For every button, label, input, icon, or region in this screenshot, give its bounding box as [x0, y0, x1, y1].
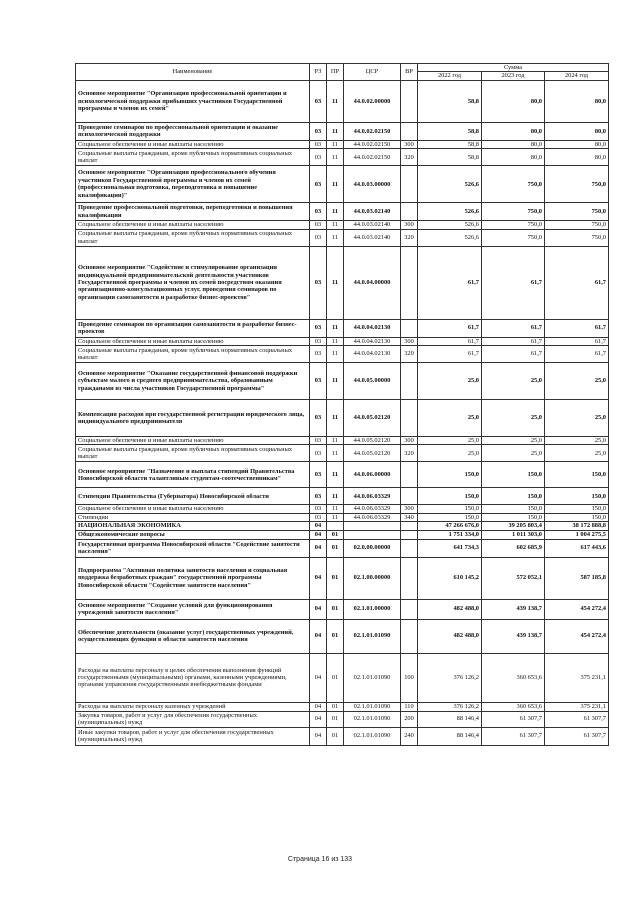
budget-table [75, 63, 609, 746]
col-header-year-2024: 2024 год [545, 72, 609, 80]
row-csr-cell: 02.1.01.01090 [344, 727, 401, 745]
table-row [76, 246, 609, 319]
row-2024-cell: 25,0 [545, 400, 609, 437]
row-name-cell: Основное мероприятие "Назначение и выплата стипендий Правительства Новосибирской области талантливым студентам-соотечественникам" [76, 462, 310, 488]
row-rz-cell: 03 [310, 122, 327, 140]
row-csr-cell: 44.0.05.02120 [344, 400, 401, 437]
row-2022-cell: 482 488,0 [418, 599, 482, 619]
table-row [76, 539, 609, 557]
row-2024-cell: 25,0 [545, 363, 609, 400]
row-2024-cell: 80,0 [545, 80, 609, 122]
row-rz-cell: 03 [310, 229, 327, 246]
row-name-cell: Закупка товаров, работ и услуг для обеспечения государственных (муниципальных) нужд [76, 711, 310, 727]
table-row [76, 319, 609, 337]
row-vr-cell: 240 [401, 727, 418, 745]
row-2022-cell: 1 751 334,0 [418, 530, 482, 539]
col-header-pr: ПР [327, 64, 344, 81]
row-csr-cell: 44.0.04.02130 [344, 346, 401, 363]
row-pr-cell: 01 [327, 702, 344, 711]
row-name-cell: Основное мероприятие "Оказание государственной финансовой поддержки субъектам малого и среднего предпринимательства, образованным гражданами из числа участников Государственной программы" [76, 363, 310, 400]
table-row [76, 653, 609, 702]
row-name-cell: Подпрограмма "Активная политика занятости населения и социальная поддержка безработных граждан" государственной программы Новосибирской области "Содействие занятости населения" [76, 557, 310, 599]
row-2024-cell: 38 172 888,8 [545, 522, 609, 530]
row-2024-cell: 61,7 [545, 319, 609, 337]
row-name-cell: Расходы на выплаты персоналу в целях обеспечения выполнения функций государственными (муниципальными) органами, казенными учреждениями, органами управления государственными внебюджетными фондами [76, 653, 310, 702]
row-vr-cell: 300 [401, 221, 418, 229]
row-pr-cell: 01 [327, 557, 344, 599]
row-vr-cell [401, 522, 418, 530]
row-2024-cell: 375 231,1 [545, 702, 609, 711]
row-vr-cell [401, 166, 418, 203]
row-2023-cell: 360 653,6 [482, 702, 545, 711]
row-2024-cell: 150,0 [545, 513, 609, 521]
row-rz-cell: 04 [310, 702, 327, 711]
row-vr-cell [401, 80, 418, 122]
row-2023-cell: 80,0 [482, 80, 545, 122]
row-2024-cell: 25,0 [545, 445, 609, 462]
row-csr-cell: 44.0.04.02130 [344, 337, 401, 345]
row-2023-cell: 25,0 [482, 437, 545, 445]
row-2023-cell: 750,0 [482, 221, 545, 229]
row-pr-cell: 01 [327, 599, 344, 619]
row-rz-cell: 03 [310, 400, 327, 437]
row-csr-cell: 44.0.03.02140 [344, 229, 401, 246]
row-rz-cell: 03 [310, 140, 327, 148]
row-2023-cell: 750,0 [482, 229, 545, 246]
row-vr-cell [401, 530, 418, 539]
row-2024-cell: 150,0 [545, 462, 609, 488]
table-row [76, 513, 609, 521]
row-vr-cell [401, 599, 418, 619]
row-pr-cell: 11 [327, 122, 344, 140]
row-csr-cell: 02.1.00.00000 [344, 557, 401, 599]
row-2022-cell: 47 266 676,0 [418, 522, 482, 530]
row-2023-cell: 25,0 [482, 445, 545, 462]
row-name-cell: Социальные выплаты гражданам, кроме публичных нормативных социальных выплат [76, 445, 310, 462]
row-2022-cell: 150,0 [418, 513, 482, 521]
row-vr-cell [401, 203, 418, 221]
row-2023-cell: 80,0 [482, 149, 545, 166]
row-2023-cell: 25,0 [482, 363, 545, 400]
row-2022-cell: 58,8 [418, 149, 482, 166]
row-2024-cell: 750,0 [545, 229, 609, 246]
row-2024-cell: 1 004 275,5 [545, 530, 609, 539]
row-2023-cell: 25,0 [482, 400, 545, 437]
row-pr-cell: 11 [327, 445, 344, 462]
row-pr-cell: 01 [327, 530, 344, 539]
row-rz-cell: 03 [310, 363, 327, 400]
row-pr-cell: 11 [327, 149, 344, 166]
row-2023-cell: 602 685,9 [482, 539, 545, 557]
col-header-name: Наименование [76, 64, 310, 81]
table-row [76, 140, 609, 148]
table-row [76, 462, 609, 488]
row-name-cell: Проведение профессиональной подготовки, переподготовки и повышения квалификации [76, 203, 310, 221]
row-pr-cell: 11 [327, 400, 344, 437]
row-pr-cell: 01 [327, 653, 344, 702]
col-header-year-2022: 2022 год [418, 72, 482, 80]
row-2022-cell: 88 146,4 [418, 711, 482, 727]
row-vr-cell [401, 488, 418, 505]
row-2023-cell: 439 138,7 [482, 619, 545, 653]
row-csr-cell [344, 522, 401, 530]
row-rz-cell: 03 [310, 462, 327, 488]
table-row [76, 346, 609, 363]
row-pr-cell: 11 [327, 229, 344, 246]
row-2024-cell: 750,0 [545, 166, 609, 203]
row-pr-cell: 11 [327, 363, 344, 400]
row-rz-cell: 03 [310, 149, 327, 166]
row-2023-cell: 439 138,7 [482, 599, 545, 619]
row-name-cell: Стипендии [76, 513, 310, 521]
table-row [76, 229, 609, 246]
row-vr-cell [401, 363, 418, 400]
row-vr-cell: 320 [401, 346, 418, 363]
row-2024-cell: 454 272,4 [545, 599, 609, 619]
row-name-cell: Основное мероприятие "Организация профессионального обучения участников Государственной программы и членов их семей (профессиональная подготовка, переподготовка и повышение квалификации)" [76, 166, 310, 203]
row-2022-cell: 25,0 [418, 363, 482, 400]
row-name-cell: Обеспечение деятельности (оказание услуг) государственных учреждений, осуществляющих функции в области занятости населения [76, 619, 310, 653]
row-csr-cell: 44.0.05.02120 [344, 445, 401, 462]
row-name-cell: Стипендии Правительства (Губернатора) Новосибирской области [76, 488, 310, 505]
row-csr-cell: 02.1.01.01090 [344, 619, 401, 653]
row-name-cell: Социальное обеспечение и иные выплаты населению [76, 140, 310, 148]
row-pr-cell: 11 [327, 337, 344, 345]
row-rz-cell: 03 [310, 319, 327, 337]
row-2024-cell: 80,0 [545, 140, 609, 148]
row-csr-cell: 44.0.06.03329 [344, 513, 401, 521]
table-row [76, 80, 609, 122]
table-row [76, 599, 609, 619]
table-row [76, 488, 609, 505]
row-name-cell: Проведение семинаров по профессиональной ориентации и оказание психологической поддержки [76, 122, 310, 140]
row-2024-cell: 150,0 [545, 488, 609, 505]
row-2024-cell: 150,0 [545, 505, 609, 513]
row-csr-cell: 44.0.02.02150 [344, 140, 401, 148]
row-2022-cell: 25,0 [418, 437, 482, 445]
row-2023-cell: 750,0 [482, 166, 545, 203]
row-2023-cell: 572 052,1 [482, 557, 545, 599]
row-2024-cell: 25,0 [545, 437, 609, 445]
row-pr-cell: 11 [327, 437, 344, 445]
row-csr-cell: 44.0.04.02130 [344, 319, 401, 337]
col-header-vr: ВР [401, 64, 418, 81]
row-vr-cell: 320 [401, 445, 418, 462]
table-row [76, 530, 609, 539]
row-2024-cell: 61,7 [545, 246, 609, 319]
row-2023-cell: 150,0 [482, 488, 545, 505]
row-csr-cell: 44.0.03.00000 [344, 166, 401, 203]
row-pr-cell: 11 [327, 166, 344, 203]
row-2024-cell: 61,7 [545, 337, 609, 345]
row-vr-cell: 340 [401, 513, 418, 521]
row-csr-cell: 44.0.02.00000 [344, 80, 401, 122]
row-rz-cell: 03 [310, 513, 327, 521]
row-rz-cell: 03 [310, 445, 327, 462]
table-row [76, 363, 609, 400]
table-row [76, 711, 609, 727]
table-row [76, 445, 609, 462]
row-name-cell: Социальные выплаты гражданам, кроме публичных нормативных социальных выплат [76, 149, 310, 166]
row-2022-cell: 376 126,2 [418, 702, 482, 711]
row-2023-cell: 80,0 [482, 140, 545, 148]
row-pr-cell: 11 [327, 319, 344, 337]
table-row [76, 727, 609, 745]
row-name-cell: Социальное обеспечение и иные выплаты населению [76, 337, 310, 345]
row-2024-cell: 375 231,1 [545, 653, 609, 702]
row-csr-cell: 44.0.06.00000 [344, 462, 401, 488]
row-2022-cell: 150,0 [418, 488, 482, 505]
row-vr-cell [401, 246, 418, 319]
row-rz-cell: 03 [310, 488, 327, 505]
row-csr-cell: 02.1.01.01090 [344, 702, 401, 711]
row-2023-cell: 80,0 [482, 122, 545, 140]
row-pr-cell: 11 [327, 462, 344, 488]
row-rz-cell: 04 [310, 539, 327, 557]
row-rz-cell: 04 [310, 557, 327, 599]
row-csr-cell: 02.1.01.01090 [344, 653, 401, 702]
row-2024-cell: 587 185,8 [545, 557, 609, 599]
row-csr-cell: 44.0.02.02150 [344, 149, 401, 166]
row-vr-cell: 300 [401, 337, 418, 345]
row-2022-cell: 88 146,4 [418, 727, 482, 745]
table-row [76, 702, 609, 711]
table-row [76, 122, 609, 140]
row-rz-cell: 04 [310, 599, 327, 619]
row-name-cell: Социальные выплаты гражданам, кроме публичных нормативных социальных выплат [76, 346, 310, 363]
row-2022-cell: 58,8 [418, 140, 482, 148]
row-csr-cell: 44.0.05.02120 [344, 437, 401, 445]
row-rz-cell: 03 [310, 346, 327, 363]
row-vr-cell [401, 462, 418, 488]
table-body [76, 80, 609, 745]
table-row [76, 149, 609, 166]
row-name-cell: Социальное обеспечение и иные выплаты населению [76, 221, 310, 229]
row-2022-cell: 482 488,0 [418, 619, 482, 653]
row-name-cell: Государственная программа Новосибирской области "Содействие занятости населения" [76, 539, 310, 557]
row-2023-cell: 39 205 803,4 [482, 522, 545, 530]
row-2022-cell: 376 126,2 [418, 653, 482, 702]
row-pr-cell [327, 522, 344, 530]
row-rz-cell: 03 [310, 505, 327, 513]
row-2022-cell: 641 734,3 [418, 539, 482, 557]
row-csr-cell: 44.0.06.03329 [344, 505, 401, 513]
row-2023-cell: 61,7 [482, 319, 545, 337]
row-rz-cell: 03 [310, 221, 327, 229]
row-vr-cell [401, 400, 418, 437]
row-2022-cell: 25,0 [418, 445, 482, 462]
row-pr-cell: 11 [327, 221, 344, 229]
row-vr-cell [401, 557, 418, 599]
row-name-cell: Основное мероприятие "Создание условий для функционирования учреждений занятости населения" [76, 599, 310, 619]
col-header-rz: РЗ [310, 64, 327, 81]
row-vr-cell: 320 [401, 229, 418, 246]
row-pr-cell: 01 [327, 711, 344, 727]
row-csr-cell: 44.0.05.00000 [344, 363, 401, 400]
row-name-cell: Социальное обеспечение и иные выплаты населению [76, 437, 310, 445]
row-rz-cell: 03 [310, 437, 327, 445]
row-2022-cell: 150,0 [418, 462, 482, 488]
table-row [76, 505, 609, 513]
row-2024-cell: 80,0 [545, 122, 609, 140]
row-name-cell: НАЦИОНАЛЬНАЯ ЭКОНОМИКА [76, 522, 310, 530]
row-csr-cell: 44.0.06.03329 [344, 488, 401, 505]
row-name-cell: Общеэкономические вопросы [76, 530, 310, 539]
row-vr-cell: 100 [401, 653, 418, 702]
row-vr-cell [401, 319, 418, 337]
budget-table-sheet [75, 63, 608, 746]
col-header-year-2023: 2023 год [482, 72, 545, 80]
row-pr-cell: 11 [327, 246, 344, 319]
row-2022-cell: 61,7 [418, 319, 482, 337]
row-2023-cell: 360 653,6 [482, 653, 545, 702]
row-2023-cell: 750,0 [482, 203, 545, 221]
row-pr-cell: 01 [327, 539, 344, 557]
row-2024-cell: 61,7 [545, 346, 609, 363]
row-vr-cell: 110 [401, 702, 418, 711]
row-2024-cell: 750,0 [545, 221, 609, 229]
row-vr-cell: 300 [401, 437, 418, 445]
row-2022-cell: 610 145,2 [418, 557, 482, 599]
row-2022-cell: 526,6 [418, 203, 482, 221]
row-name-cell: Основное мероприятие "Организация профессиональной ориентации и психологической поддержки прибывших участников Государственной программы и членов их семей" [76, 80, 310, 122]
row-rz-cell: 03 [310, 337, 327, 345]
table-row [76, 203, 609, 221]
row-2023-cell: 61,7 [482, 346, 545, 363]
row-2023-cell: 150,0 [482, 513, 545, 521]
row-vr-cell [401, 539, 418, 557]
row-2024-cell: 454 272,4 [545, 619, 609, 653]
row-pr-cell: 11 [327, 513, 344, 521]
row-2022-cell: 61,7 [418, 346, 482, 363]
table-row [76, 337, 609, 345]
row-name-cell: Компенсация расходов при государственной регистрации юридического лица, индивидуального предпринимателя [76, 400, 310, 437]
row-vr-cell [401, 619, 418, 653]
row-rz-cell: 03 [310, 80, 327, 122]
row-2022-cell: 526,6 [418, 229, 482, 246]
row-csr-cell: 02.1.01.01090 [344, 711, 401, 727]
row-rz-cell: 04 [310, 619, 327, 653]
row-2022-cell: 61,7 [418, 246, 482, 319]
row-2022-cell: 61,7 [418, 337, 482, 345]
table-row [76, 221, 609, 229]
row-csr-cell: 44.0.03.02140 [344, 203, 401, 221]
table-row [76, 437, 609, 445]
row-pr-cell: 01 [327, 727, 344, 745]
row-rz-cell: 04 [310, 653, 327, 702]
row-pr-cell: 11 [327, 140, 344, 148]
table-row [76, 619, 609, 653]
row-2023-cell: 150,0 [482, 505, 545, 513]
row-2023-cell: 1 011 303,0 [482, 530, 545, 539]
row-rz-cell: 03 [310, 203, 327, 221]
table-row [76, 166, 609, 203]
table-row [76, 557, 609, 599]
row-vr-cell: 300 [401, 505, 418, 513]
row-name-cell: Проведение семинаров по организации самозанятости и разработке бизнес-проектов [76, 319, 310, 337]
row-name-cell: Иные закупки товаров, работ и услуг для обеспечения государственных (муниципальных) нужд [76, 727, 310, 745]
row-2024-cell: 61 307,7 [545, 711, 609, 727]
row-2024-cell: 750,0 [545, 203, 609, 221]
row-2023-cell: 150,0 [482, 462, 545, 488]
row-rz-cell: 04 [310, 530, 327, 539]
row-2024-cell: 61 307,7 [545, 727, 609, 745]
row-rz-cell: 03 [310, 246, 327, 319]
row-pr-cell: 11 [327, 505, 344, 513]
col-header-sum: Сумма [418, 64, 609, 72]
row-pr-cell: 11 [327, 80, 344, 122]
row-csr-cell: 02.0.00.00000 [344, 539, 401, 557]
row-rz-cell: 04 [310, 711, 327, 727]
row-csr-cell: 44.0.02.02150 [344, 122, 401, 140]
row-pr-cell: 11 [327, 346, 344, 363]
row-vr-cell: 200 [401, 711, 418, 727]
row-2022-cell: 25,0 [418, 400, 482, 437]
row-name-cell: Расходы на выплаты персоналу казенных учреждений [76, 702, 310, 711]
row-2022-cell: 58,8 [418, 80, 482, 122]
row-rz-cell: 04 [310, 727, 327, 745]
page-number: Страница 16 из 133 [287, 856, 353, 863]
row-pr-cell: 11 [327, 203, 344, 221]
row-2022-cell: 526,6 [418, 166, 482, 203]
row-rz-cell: 03 [310, 166, 327, 203]
row-2023-cell: 61 307,7 [482, 727, 545, 745]
row-vr-cell: 320 [401, 149, 418, 166]
row-vr-cell: 300 [401, 140, 418, 148]
row-name-cell: Социальные выплаты гражданам, кроме публичных нормативных социальных выплат [76, 229, 310, 246]
row-2022-cell: 526,6 [418, 221, 482, 229]
row-2023-cell: 61,7 [482, 246, 545, 319]
row-2024-cell: 80,0 [545, 149, 609, 166]
row-csr-cell: 44.0.03.02140 [344, 221, 401, 229]
table-row [76, 400, 609, 437]
row-2023-cell: 61,7 [482, 337, 545, 345]
row-rz-cell: 04 [310, 522, 327, 530]
row-name-cell: Социальное обеспечение и иные выплаты населению [76, 505, 310, 513]
row-csr-cell [344, 530, 401, 539]
row-2024-cell: 617 443,6 [545, 539, 609, 557]
row-2023-cell: 61 307,7 [482, 711, 545, 727]
row-name-cell: Основное мероприятие "Содействие и стимулирование организации индивидуальной предпринимательской деятельности участников Государственной программы и членов их семей посредством оказания организационно-консультационных услуг, проведения семинаров по организации самозанятости и разработке бизнес-проектов" [76, 246, 310, 319]
table-row [76, 522, 609, 530]
row-csr-cell: 44.0.04.00000 [344, 246, 401, 319]
col-header-csr: ЦСР [344, 64, 401, 81]
row-2022-cell: 150,0 [418, 505, 482, 513]
row-csr-cell: 02.1.01.00000 [344, 599, 401, 619]
row-vr-cell [401, 122, 418, 140]
row-pr-cell: 01 [327, 619, 344, 653]
row-2022-cell: 58,8 [418, 122, 482, 140]
row-pr-cell: 11 [327, 488, 344, 505]
